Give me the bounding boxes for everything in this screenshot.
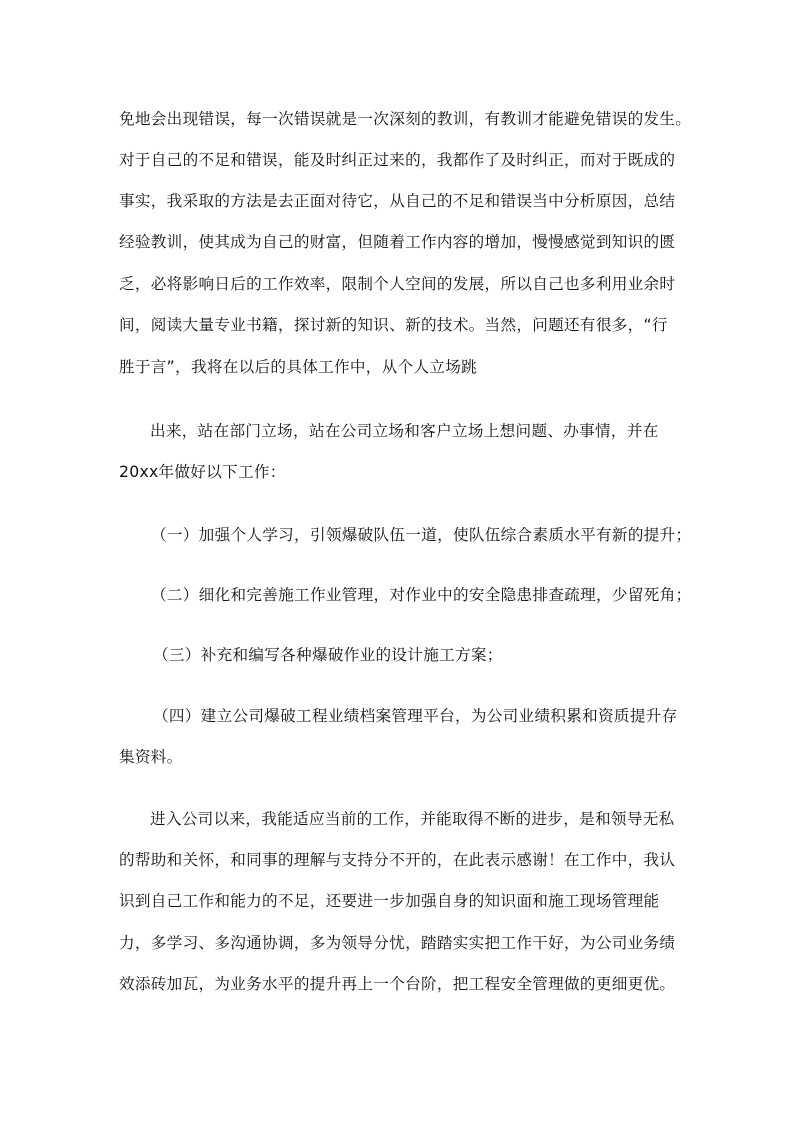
text-line: 经验教训，使其成为自己的财富，但随着工作内容的增加，慢慢感觉到知识的匮 [119, 233, 676, 251]
text-line: 识到自己工作和能力的不足，还要进一步加强自身的知识面和施工现场管理能 [119, 892, 660, 910]
text-line: 力，多学习、多沟通协调，多为领导分忧，踏踏实实把工作干好，为公司业务绩 [119, 934, 676, 952]
text-line: 乏，必将影响日后的工作效率，限制个人空间的发展，所以自己也多利用业余时 [119, 275, 676, 293]
plan-item-3: （三）补充和编写各种爆破作业的设计施工方案； [153, 646, 503, 664]
text-line: 的帮助和关怀，和同事的理解与支持分不开的，在此表示感谢！在工作中，我认 [119, 851, 676, 869]
text-line: 对于自己的不足和错误，能及时纠正过来的，我都作了及时纠正，而对于既成的 [119, 151, 676, 169]
text-line: 出来，站在部门立场，站在公司立场和客户立场上想问题、办事情，并在 [150, 422, 659, 440]
plan-item-1: （一）加强个人学习，引领爆破队伍一道，使队伍综合素质水平有新的提升； [151, 526, 692, 544]
text-line: 进入公司以来，我能适应当前的工作，并能取得不断的进步，是和领导无私 [150, 810, 675, 828]
text-line: 集资料。 [119, 748, 183, 766]
text-line: 事实，我采取的方法是去正面对待它，从自己的不足和错误当中分析原因，总结 [119, 192, 676, 210]
text-line: 效添砖加瓦，为业务水平的提升再上一个台阶，把工程安全管理做的更细更优。 [119, 975, 676, 993]
text-line: 20xx年做好以下工作： [119, 463, 286, 481]
text-line: 胜于言”，我将在以后的具体工作中，从个人立场跳 [119, 358, 478, 376]
plan-item-2: （二）细化和完善施工作业管理，对作业中的安全隐患排查疏理，少留死角； [151, 586, 692, 604]
text-line: 间，阅读大量专业书籍，探讨新的知识、新的技术。当然，问题还有很多，“行 [119, 316, 668, 334]
text-line: 免地会出现错误，每一次错误就是一次深刻的教训，有教训才能避免错误的发生。 [119, 110, 692, 128]
text-line: （四）建立公司爆破工程业绩档案管理平台，为公司业绩积累和资质提升存 [153, 707, 678, 725]
